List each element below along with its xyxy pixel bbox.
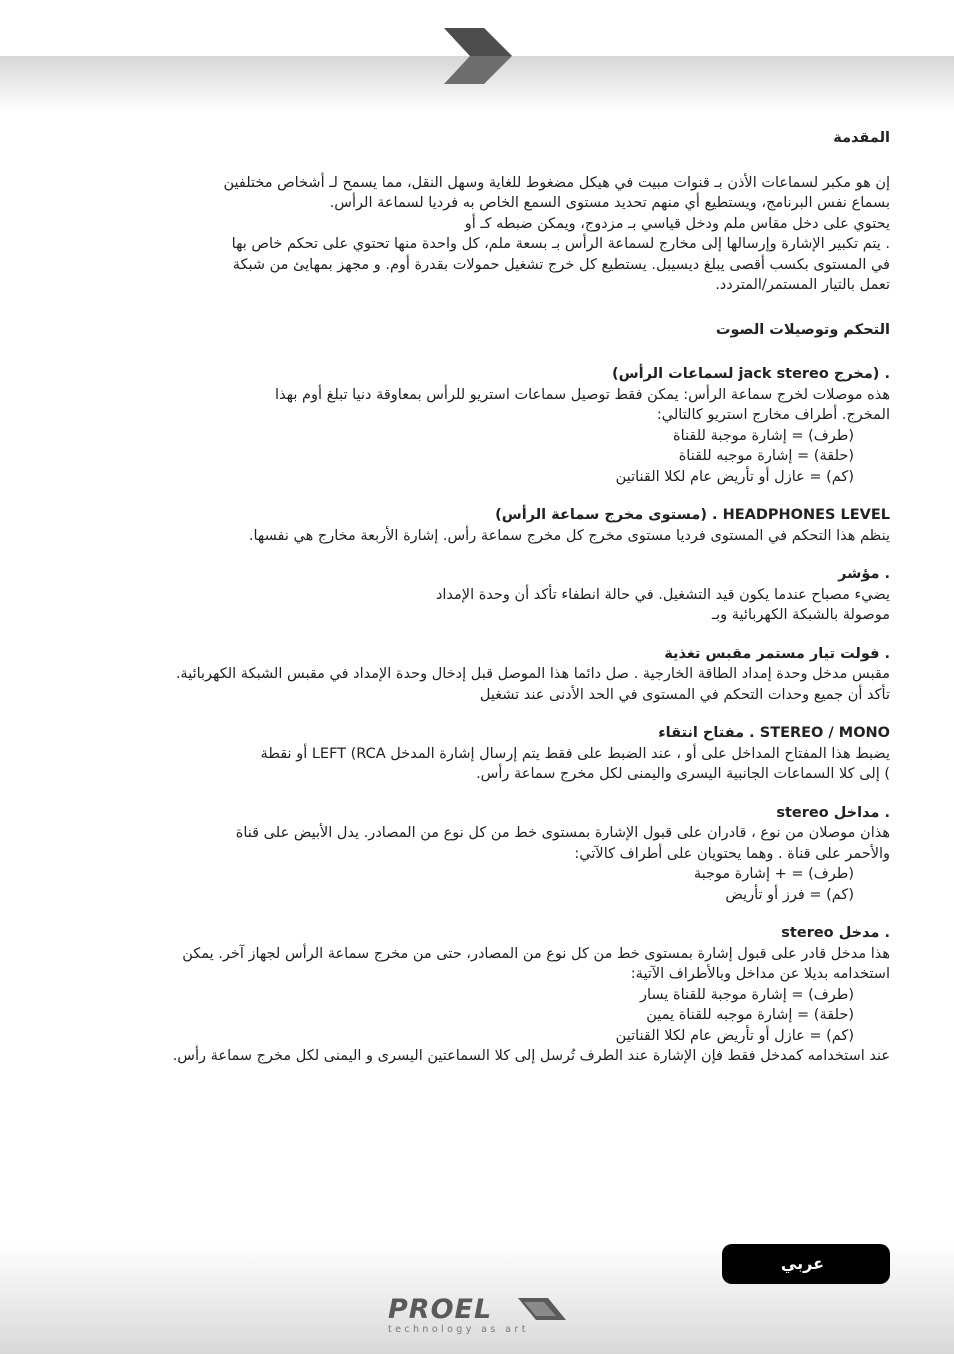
- intro-line: . يتم تكبير الإشارة وإرسالها إلى مخارج لسماعة الرأس بـ بسعة ملم، كل واحدة منها تحتوي على تحكم خاص بها: [231, 236, 890, 252]
- chevron-right-icon: [444, 28, 512, 84]
- section-line: هذا مدخل قادر على قبول إشارة بمستوى خط من كل نوع من المصادر، حتى من مخرج سماعة الرأس لجهاز آخر. يمكن: [182, 945, 890, 962]
- section-title: . مداخل stereo: [776, 804, 890, 821]
- list-item: (طرف) = إشارة موجبة للقناة يسار: [640, 986, 854, 1003]
- section-title: . فولت تيار مستمر مقبس تغذية: [664, 645, 890, 662]
- intro-line: إن هو مكبر لسماعات الأذن بـ قنوات مبيت في هيكل مضغوط للغاية وسهل النقل، مما يسمح لـ أشخاص مختلفين: [223, 174, 890, 191]
- section-title: HEADPHONES LEVEL . (مستوى مخرج سماعة الرأس): [495, 507, 890, 523]
- section-line: يضبط هذا المفتاح المداخل على أو ، عند الضبط على فقط يتم إرسال إشارة المدخل LEFT (RCA أو نقطة: [260, 745, 890, 762]
- document-body: [78, 128, 890, 1067]
- section-title: . مدخل stereo: [781, 925, 890, 941]
- section-line: ينظم هذا التحكم في المستوى فرديا مستوى مخرج كل مخرج سماعة رأس. إشارة الأربعة مخارج هي نفسها.: [248, 527, 890, 544]
- section-line: هذان موصلان من نوع ، قادران على قبول الإشارة بمستوى خط من كل نوع من المصادر. يدل الأبيض على قناة: [235, 825, 890, 841]
- section-line: هذه موصلات لخرج سماعة الرأس: يمكن فقط توصيل سماعات استريو للرأس بمعاوقة دنيا تبلغ أوم بهذا: [275, 386, 890, 403]
- list-item: (كم) = عازل أو تأريض عام لكلا القناتين: [615, 1027, 854, 1044]
- language-badge: عربي: [722, 1244, 890, 1284]
- section-title: STEREO / MONO . مفتاح انتقاء: [658, 725, 890, 741]
- list-item: (حلقة) = إشارة موجبه للقناة يمين: [646, 1007, 854, 1023]
- section-line: يضيء مصباح عندما يكون قيد التشغيل. في حالة انطفاء تأكد أن وحدة الإمداد: [435, 586, 890, 603]
- list-item: (طرف) = إشارة موجبة للقناة: [673, 427, 854, 444]
- section-line: مقبس مدخل وحدة إمداد الطاقة الخارجية . صل دائما هذا الموصل قبل إدخال وحدة الإمداد في مقبس الشبكة الكهربائية.: [175, 666, 890, 682]
- list-item: (كم) = فرز أو تأريض: [725, 886, 854, 903]
- list-item: (كم) = عازل أو تأريض عام لكلا القناتين: [615, 468, 854, 485]
- list-item: (طرف) = + إشارة موجبة: [693, 866, 854, 882]
- section-line: ) إلى كلا السماعات الجانبية اليسرى واليمنى لكل مخرج سماعة رأس.: [476, 766, 890, 782]
- section-line: موصولة بالشبكة الكهربائية وبـ: [711, 607, 890, 623]
- logo-mark-icon: [518, 1298, 566, 1320]
- logo-tagline: technology as art: [388, 1324, 529, 1335]
- section-line: تأكد أن جميع وحدات التحكم في المستوى في الحد الأدنى عند تشغيل: [479, 686, 890, 703]
- intro-line: في المستوى بكسب أقصى يبلغ ديسيبل. يستطيع كل خرج تشغيل حمولات بقدرة أوم. و مجهز بمهايئ من شبكة: [232, 256, 890, 273]
- section-line: والأحمر على قناة . وهما يحتويان على أطراف كالآتي:: [574, 845, 890, 862]
- section-line: استخدامه بديلا عن مداخل وبالأطراف الآتية:: [630, 966, 890, 982]
- intro-line: بسماع نفس البرنامج، ويستطيع أي منهم تحديد مستوى السمع الخاص به فرديا لسماعة الرأس.: [329, 195, 890, 211]
- controls-title: التحكم وتوصيلات الصوت: [715, 321, 890, 338]
- intro-line: يحتوي على دخل مقاس ملم ودخل قياسي بـ مزدوج، ويمكن ضبطه كـ أو: [464, 215, 890, 232]
- intro-title: المقدمة: [833, 130, 890, 146]
- logo-text: PROEL: [388, 1294, 493, 1325]
- list-item: (حلقة) = إشارة موجبه للقناة: [678, 448, 854, 464]
- section-title: . (مخرج jack stereo لسماعات الرأس): [612, 366, 890, 382]
- brand-logo: [388, 1294, 570, 1338]
- section-line: المخرج. أطراف مخارج استريو كالتالي:: [656, 407, 890, 423]
- section-line: عند استخدامه كمدخل فقط فإن الإشارة عند الطرف تُرسل إلى كلا السماعتين اليسرى و اليمنى لكل مخرج سماعة رأس.: [172, 1048, 890, 1064]
- intro-line: تعمل بالتيار المستمر/المتردد.: [715, 277, 890, 293]
- section-title: . مؤشر: [838, 566, 890, 582]
